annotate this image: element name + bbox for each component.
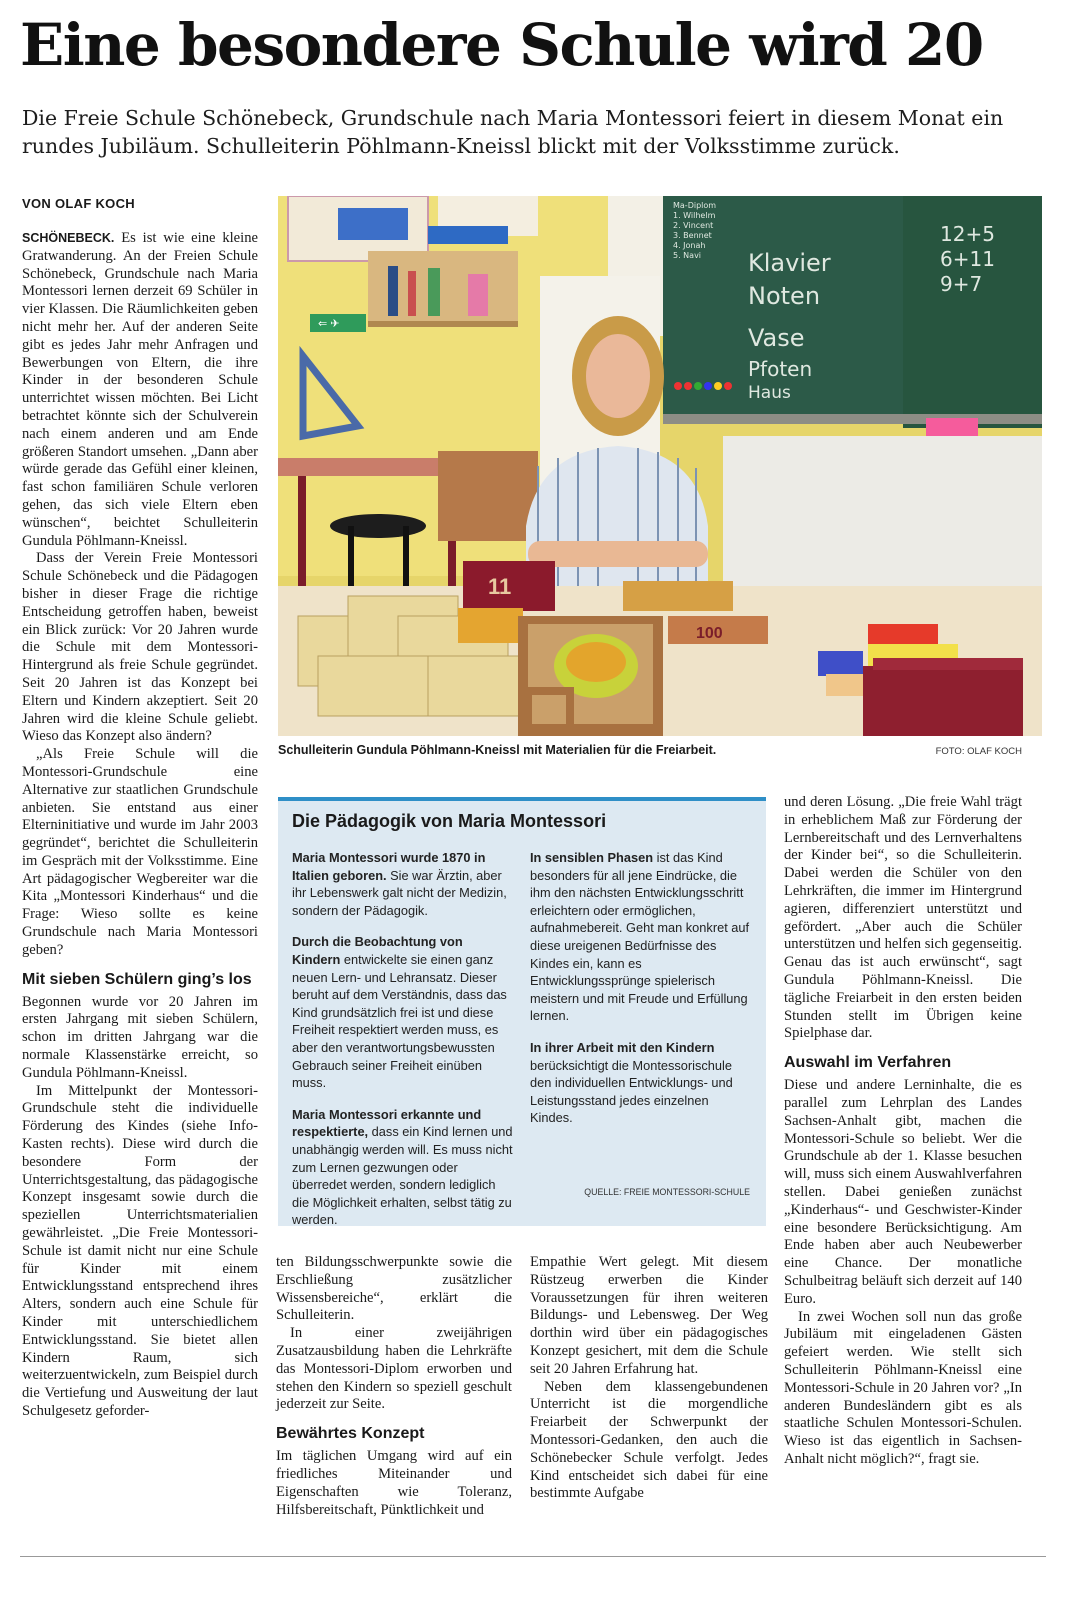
board-text: 4. Jonah [673, 241, 706, 250]
box-label: 100 [696, 625, 723, 642]
article-column-1 [22, 230, 258, 1421]
svg-text:⇐ ✈: ⇐ ✈ [318, 318, 340, 330]
board-text: Klavier [748, 249, 831, 277]
board-text: Pfoten [748, 357, 813, 381]
info-text: berücksichtigt die Montessorischule den individuellen Entwicklungs- und Leistungsstand jedes einzelnen Kindes. [530, 1057, 733, 1126]
article-photo [278, 196, 1042, 736]
info-box-source: QUELLE: FREIE MONTESSORI-SCHULE [584, 1187, 750, 1197]
info-paragraph [292, 849, 514, 919]
info-paragraph [292, 933, 514, 1091]
info-box-column-left [292, 849, 514, 1243]
dateline: SCHÖNEBECK. [22, 231, 115, 245]
info-text: dass ein Kind lernen und unabhängig werden will. Es muss nicht zum Lernen gezwungen oder überredet werden, sondern lediglich die Möglichkeit erhalten, selbst tätig zu werden. [292, 1124, 513, 1228]
info-paragraph [530, 1039, 752, 1127]
headline: Eine besondere Schule wird 20 [20, 11, 983, 79]
subhead-sieben-schuelern: Mit sieben Schülern ging’s los [22, 970, 252, 988]
article-paragraph: „Als Freie Schule will die Montessori-Grundschule eine Alternative zur staatlichen Grundschule anbieten. Sie entstand aus einer Elterninitiative und wurde im Jahr 2003 gegründet“, berichtet die Schulleiterin im Gespräch mit der Volksstimme. Eine Art pädagogischer Wegbereiter war die Kita „Montessori Kinderhaus“ und die Frage: Wieso sollte es keine Grundschule nach Maria Montessori geben? [22, 746, 258, 958]
article-paragraph: In einer zweijährigen Zusatzausbildung haben die Lehrkräfte das Montessori-Diplom erworben und stehen den Kindern so speziell geschult jederzeit zur Seite. [276, 1325, 512, 1413]
board-text: Vase [748, 324, 805, 352]
board-text: Ma-Diplom [673, 201, 717, 210]
board-text: 3. Bennet [673, 231, 712, 240]
article-paragraph: und deren Lösung. „Die freie Wahl trägt in erheblichem Maß zur Förderung der Lernbereitschaft und des Lernverhaltens der Kinder bei“, so die Schulleiterin. Dabei werden die Schüler von den Lehrkräften, die immer im Hintergrund agieren, differenziert unterstützt und gefördert. „Aber auch die Schüler unterstützen und helfen sich gegenseitig. Genau das ist auch erwünscht“, sagt Gundula Pöhlmann-Kneissl. Die tägliche Freiarbeit in den ersten beiden Stunden stellt im Übrigen keine Spielphase dar. [784, 794, 1022, 1042]
article-paragraph [22, 230, 258, 550]
board-text: 2. Vincent [673, 221, 714, 230]
article-paragraph: Im Mittelpunkt der Montessori-Grundschule steht die individuelle Förderung des Kindes (siehe Info-Kasten rechts). Diese wird durch die besondere Form der Unterrichtsgestaltung, das pädagogische Konzept insgesamt sowie durch die speziellen Unterrichtsmaterialien gewährleistet. „Die Freie Montessori-Schule ist damit nicht nur eine Schule für Kinder mit einem Entwicklungsstand entsprechend ihres Alters, sondern auch eine Schule für Kinder mit unterschiedlichem Entwicklungsstand. Sie bietet allen Kindern Raum, sich weiterzuentwickeln, zum Beispiel durch die Vertiefung und Ausweitung der laut Schulgesetz geforder- [22, 1082, 258, 1419]
info-bold: In sensiblen Phasen [530, 850, 654, 865]
article-paragraph: In zwei Wochen soll nun das große Jubiläum mit eingeladenen Gästen gefeiert werden. Wie stellt sich Schulleiterin Pöhlmann-Kneissl eine Montessori-Schule in 20 Jahren vor? „In anderen Bundesländern gibt es als staatliche Schulen Montessori-Schulen. Wieso ist das eigentlich in Sachsen-Anhalt nicht möglich?“, fragt sie. [784, 1308, 1022, 1467]
info-bold: In ihrer Arbeit mit den Kindern [530, 1039, 715, 1055]
board-text: 9+7 [940, 272, 983, 296]
info-paragraph [530, 849, 752, 1025]
info-bold: Maria Montessori wurde 1870 in Italien geboren. [292, 850, 486, 883]
deck-subtitle: Die Freie Schule Schönebeck, Grundschule nach Maria Montessori feiert in diesem Monat ein rundes Jubiläum. Schulleiterin Pöhlmann-Kneissl blickt mit der Volksstimme zurück. [22, 106, 1004, 158]
info-text: ist das Kind besonders für all jene Eindrücke, die ihm den nächsten Entwicklungsschritt erleichtern oder ermöglichen, aufnahmebereit. Geht man konkret auf diese ureigenen Bedürfnisse des Kindes ein, kann es Entwicklungssprünge spielerisch meistern und mit Freude und Erfüllung lernen. [530, 850, 750, 1024]
byline: VON OLAF KOCH [22, 196, 135, 211]
article-paragraph: Diese und andere Lerninhalte, die es parallel zum Lehrplan des Landes Sachsen-Anhalt gibt, machen die Montessori-Schule so beliebt. Wer die Grundschule ab der 1. Klasse besuchen will, muss sich einem Auswahlverfahren stellen. Dabei genießen zunächst „Kinderhaus“- und Geschwister-Kinder eine besondere Berücksichtigung. Am Ende haben aber auch Neubewerber eine Chance. Der monatliche Schulbeitrag beläuft sich derzeit auf 140 Euro. [784, 1077, 1022, 1307]
article-column-4 [784, 794, 1022, 1469]
board-text: Noten [748, 282, 821, 310]
article-paragraph: Dass der Verein Freie Montessori Schule Schönebeck und die Pädagogen bisher in dieser Frage die richtige Entscheidung getroffen haben, beweist ein Blick zurück: Vor 20 Jahren wurde die Schule mit dem Montessori-Hintergrund als freie Schule gegründet. Seit 20 Jahren ist das Konzept bei Eltern und Kindern akzeptiert. Seit 20 Jahren wird die kleine Schule geliebt. Wieso das Konzept also ändern? [22, 550, 258, 745]
board-text: 12+5 [940, 222, 995, 246]
info-text: Sie war Ärztin, aber ihr Lebenswerk galt nicht der Medizin, sondern der Pädagogik. [292, 867, 507, 918]
paragraph-text: Es ist wie eine kleine Gratwanderung. An der Freien Schule Schönebeck, Grundschule nach Maria Montessori lernen derzeit 69 Schüler in vier Klassen. Die Räumlichkeiten geben nicht mehr her. Auf der anderen Seite gibt es jedes Jahr mehr Anfragen und Bewerbungen von Eltern, die ihre Kinder in der besonderen Schule unterrichtet wissen möchten. Bei Licht betrachtet könnte sich der Schulverein nach einem anderen und am Ende größeren Standort umsehen. „Dann aber würde gerade das Gefühl einer kleinen, fast schon familiären Schule verloren gehen, das sich viele Eltern eben wünschen“, beichtet Schulleiterin Gundula Pöhlmann-Kneissl. [22, 230, 258, 549]
info-bold: Maria Montessori erkannte und respektierte, [292, 1106, 482, 1140]
photo-caption: Schulleiterin Gundula Pöhlmann-Kneissl mit Materialien für die Freiarbeit. [278, 743, 717, 757]
board-text: 5. Navi [673, 251, 702, 260]
info-paragraph [292, 1106, 514, 1229]
info-box-title: Die Pädagogik von Maria Montessori [292, 811, 607, 831]
article-paragraph: Empathie Wert gelegt. Mit diesem Rüstzeug erwerben die Kinder Voraussetzungen für ihren weiteren Bildungs- und Lebensweg. Der Weg dorthin wird über ein pädagogisches Konzept gesichert, mit dem die Schule seit 20 Jahren Erfahrung hat. [530, 1254, 768, 1377]
article-paragraph: Im täglichen Umgang wird auf ein friedliches Miteinander und Eigenschaften wie Toleranz, Hilfsbereitschaft, Pünktlichkeit und [276, 1448, 512, 1518]
subhead-bewaehrtes-konzept: Bewährtes Konzept [276, 1425, 425, 1443]
info-box-column-right [530, 849, 752, 1141]
info-text: entwickelte sie einen ganz neuen Lern- und Lehransatz. Dieser beruht auf dem Verständnis, dass das Kind grundsätzlich frei ist und diese Freiheit respektiert werden muss, es aber den verantwortungsbewussten Gebrauch seiner Freiheit einüben muss. [292, 951, 507, 1091]
article-paragraph: ten Bildungsschwerpunkte sowie die Erschließung zusätzlicher Wissensbereiche“, erklärt die Schulleiterin. [276, 1254, 512, 1324]
info-bold: Durch die Beobachtung von Kindern [292, 934, 463, 967]
photo-credit: FOTO: OLAF KOCH [935, 746, 1022, 757]
article-column-3 [530, 1254, 768, 1503]
article-column-2 [276, 1254, 512, 1519]
info-box [278, 797, 766, 1226]
subhead-auswahl-verfahren: Auswahl im Verfahren [784, 1054, 952, 1072]
board-text: 1. Wilhelm [673, 211, 716, 220]
article-paragraph: Begonnen wurde vor 20 Jahren im ersten Jahrgang mit sieben Schülern, schon im dritten Jahrgang war die normale Klassenstärke erreicht, so Gundula Pöhlmann-Kneissl. [22, 993, 258, 1081]
board-text: 6+11 [940, 247, 995, 271]
page-divider [20, 1556, 1046, 1557]
board-text: Haus [748, 383, 791, 403]
classroom-photo-illustration [278, 196, 1042, 736]
box-label: 11 [488, 574, 512, 599]
article-paragraph: Neben dem klassengebundenen Unterricht ist die morgendliche Freiarbeit der Schwerpunkt der Montessori-Gedanken, den auch die Schönebecker Schule verfolgt. Jedes Kind entscheidet sich dabei für eine bestimmte Aufgabe [530, 1378, 768, 1502]
